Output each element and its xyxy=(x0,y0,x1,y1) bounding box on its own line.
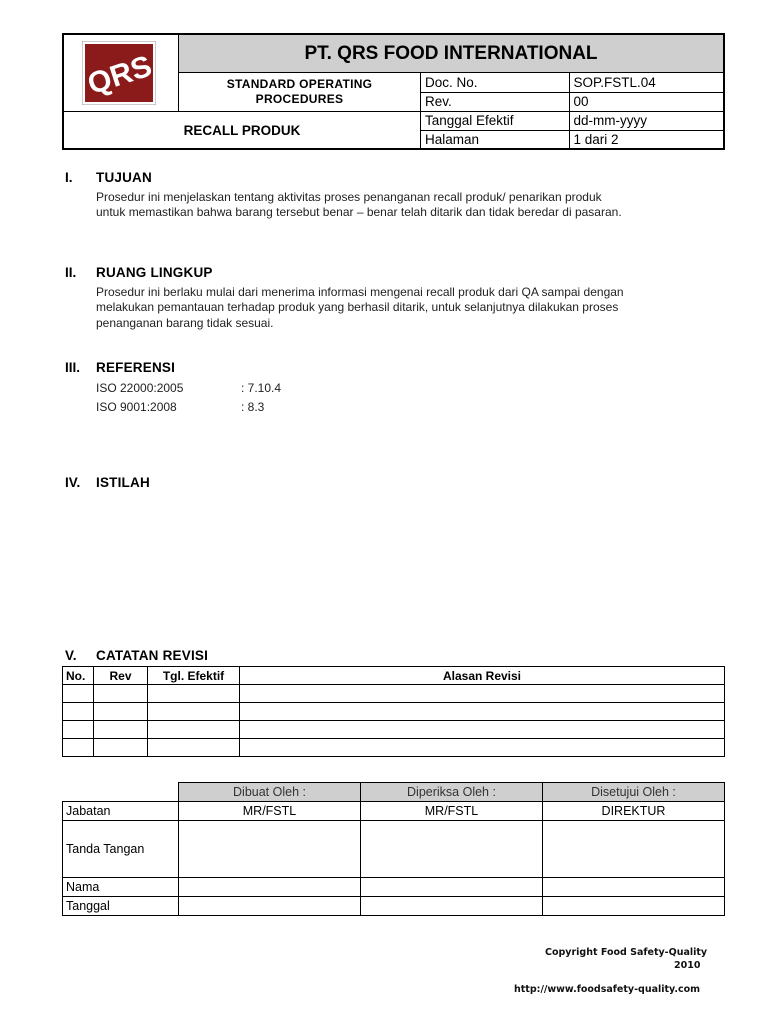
table-cell xyxy=(63,783,179,802)
meta-key: Doc. No. xyxy=(421,73,569,92)
meta-row-page xyxy=(421,130,725,149)
signature-cell xyxy=(543,821,725,878)
table-cell xyxy=(63,721,94,739)
approval-row-name xyxy=(63,878,725,897)
table-cell xyxy=(240,703,725,721)
approval-header-approved: Disetujui Oleh : xyxy=(543,783,725,802)
table-cell: DIREKTUR xyxy=(543,802,725,821)
table-cell xyxy=(94,721,148,739)
table-row xyxy=(63,721,725,739)
table-row xyxy=(63,703,725,721)
row-label: Nama xyxy=(63,878,179,897)
section-title-tujuan: TUJUAN xyxy=(96,170,152,185)
sop-label xyxy=(179,73,421,111)
table-cell xyxy=(361,878,543,897)
table-cell xyxy=(148,721,240,739)
document-title: RECALL PRODUK xyxy=(64,111,421,148)
copyright-text: Copyright Food Safety-Quality xyxy=(545,947,708,958)
section-number: V. xyxy=(65,648,77,663)
paragraph-line: Prosedur ini berlaku mulai dari menerima informasi mengenai recall produk dari QA sampai dengan xyxy=(96,285,624,299)
revision-header-no: No. xyxy=(63,667,94,685)
row-label: Jabatan xyxy=(63,802,179,821)
footer-link[interactable]: http://www.foodsafety-quality.com xyxy=(514,984,701,995)
document-header xyxy=(62,33,725,150)
copyright-year: 2010 xyxy=(674,960,701,971)
signature-cell xyxy=(179,821,361,878)
table-cell xyxy=(94,685,148,703)
company-name: PT. QRS FOOD INTERNATIONAL xyxy=(179,35,723,73)
section-title-referensi: REFERENSI xyxy=(96,360,176,375)
table-row xyxy=(63,685,725,703)
section-number: III. xyxy=(65,360,81,375)
logo-lettering: QRS xyxy=(83,49,156,102)
logo-cell xyxy=(64,35,179,111)
table-cell xyxy=(63,739,94,757)
table-cell xyxy=(63,703,94,721)
revision-header-reason: Alasan Revisi xyxy=(240,667,725,685)
reference-name: ISO 9001:2008 xyxy=(96,400,177,414)
table-cell xyxy=(148,685,240,703)
table-cell xyxy=(543,878,725,897)
revision-header-row xyxy=(63,667,725,685)
company-logo xyxy=(82,41,156,105)
table-cell xyxy=(179,897,361,916)
section-number: I. xyxy=(65,170,73,185)
meta-value: dd-mm-yyyy xyxy=(569,111,725,130)
approval-header-row xyxy=(63,783,725,802)
approval-row-jabatan xyxy=(63,802,725,821)
approval-header-checked: Diperiksa Oleh : xyxy=(361,783,543,802)
approval-row-date xyxy=(63,897,725,916)
section-number: IV. xyxy=(65,475,81,490)
table-cell: MR/FSTL xyxy=(179,802,361,821)
reference-name: ISO 22000:2005 xyxy=(96,381,184,395)
table-cell xyxy=(361,897,543,916)
meta-row-rev xyxy=(421,92,725,111)
meta-row-effective-date xyxy=(421,111,725,130)
reference-clause: : 7.10.4 xyxy=(241,381,282,395)
table-cell xyxy=(148,703,240,721)
revision-header-rev: Rev xyxy=(94,667,148,685)
row-label: Tanggal xyxy=(63,897,179,916)
sop-label-line2: PROCEDURES xyxy=(255,92,344,106)
reference-clause: : 8.3 xyxy=(241,400,265,414)
section-title-ruang-lingkup: RUANG LINGKUP xyxy=(96,265,213,280)
table-row xyxy=(63,739,725,757)
section-body-tujuan xyxy=(96,190,736,221)
table-cell xyxy=(240,739,725,757)
meta-row-doc-no xyxy=(421,73,725,92)
table-cell xyxy=(240,721,725,739)
paragraph-line: untuk memastikan bahwa barang tersebut benar – benar telah ditarik dan tidak beredar di pasaran. xyxy=(96,205,622,220)
meta-key: Rev. xyxy=(421,92,569,111)
sop-label-line1: STANDARD OPERATING xyxy=(226,77,373,91)
table-cell xyxy=(94,703,148,721)
table-cell: MR/FSTL xyxy=(361,802,543,821)
table-cell xyxy=(148,739,240,757)
revision-table xyxy=(62,666,725,757)
approval-table xyxy=(62,782,725,916)
section-title-catatan-revisi: CATATAN REVISI xyxy=(96,648,209,663)
section-number: II. xyxy=(65,265,77,280)
paragraph-line: melakukan pemantauan terhadap produk yang berhasil ditarik, untuk selanjutnya dilakukan proses xyxy=(96,300,619,315)
meta-key: Tanggal Efektif xyxy=(421,111,569,130)
meta-key: Halaman xyxy=(421,130,569,149)
meta-value: SOP.FSTL.04 xyxy=(569,73,725,92)
approval-header-prepared: Dibuat Oleh : xyxy=(179,783,361,802)
section-body-ruang-lingkup xyxy=(96,285,736,331)
table-cell xyxy=(63,685,94,703)
table-cell xyxy=(179,878,361,897)
section-title-istilah: ISTILAH xyxy=(96,475,150,490)
signature-cell xyxy=(361,821,543,878)
meta-value: 1 dari 2 xyxy=(573,132,619,148)
approval-row-signature xyxy=(63,821,725,878)
document-meta-table xyxy=(421,73,725,149)
table-cell xyxy=(543,897,725,916)
revision-header-date: Tgl. Efektif xyxy=(148,667,240,685)
table-cell xyxy=(94,739,148,757)
paragraph-line: penanganan barang tidak sesuai. xyxy=(96,315,274,330)
table-cell xyxy=(240,685,725,703)
row-label: Tanda Tangan xyxy=(63,821,179,878)
paragraph-line: Prosedur ini menjelaskan tentang aktivitas proses penanganan recall produk/ penarikan produk xyxy=(96,190,602,204)
meta-value: 00 xyxy=(569,92,725,111)
